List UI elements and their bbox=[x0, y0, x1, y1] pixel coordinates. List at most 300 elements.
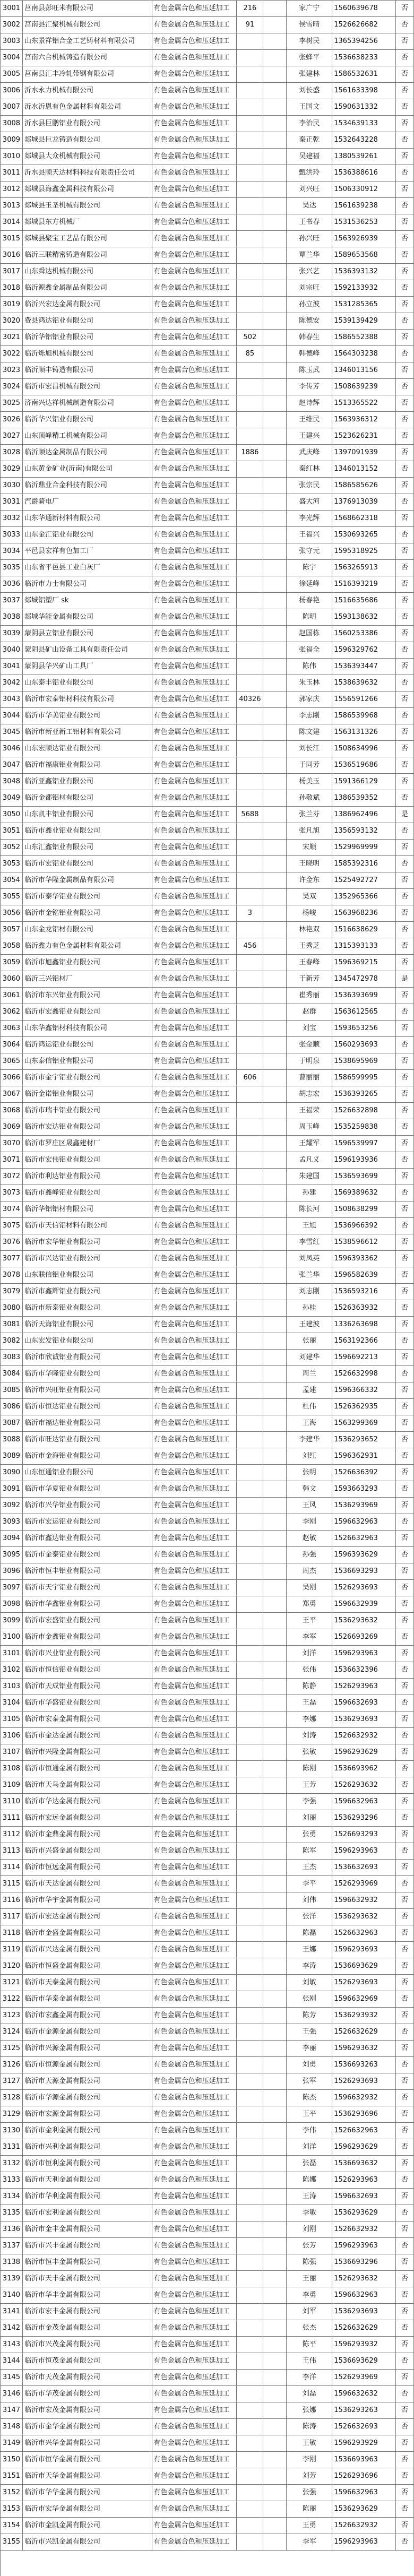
value-a: 502 bbox=[237, 330, 263, 345]
status: 否 bbox=[396, 1794, 414, 1810]
company-name: 临沂市恒远金属有限公司 bbox=[23, 1860, 152, 1875]
value-b bbox=[263, 988, 287, 1004]
value-b bbox=[263, 33, 287, 49]
row-number: 3008 bbox=[1, 116, 23, 132]
industry: 有色金属合色和压延加工 bbox=[152, 165, 237, 181]
contact-name: 吴达 bbox=[287, 198, 332, 214]
phone: 1596366332 bbox=[332, 1382, 396, 1398]
row-number: 3048 bbox=[1, 774, 23, 790]
table-row bbox=[1, 1728, 414, 1744]
contact-name: 刘建华 bbox=[287, 1350, 332, 1365]
value-b bbox=[263, 1333, 287, 1349]
value-b bbox=[263, 2205, 287, 2221]
value-a bbox=[237, 1958, 263, 1974]
status: 否 bbox=[396, 922, 414, 938]
phone: 1536293629 bbox=[332, 2205, 396, 2221]
phone: 1569389632 bbox=[332, 1185, 396, 1201]
phone: 1536693629 bbox=[332, 1958, 396, 1974]
row-number: 3151 bbox=[1, 2468, 23, 2484]
phone: 1596632932 bbox=[332, 2090, 396, 2106]
company-name: 临沂市恒利金属有限公司 bbox=[23, 2156, 152, 2172]
value-b bbox=[263, 2304, 287, 2320]
contact-name: 陈宇 bbox=[287, 560, 332, 576]
contact-name: 朱玉林 bbox=[287, 675, 332, 691]
row-number: 3060 bbox=[1, 971, 23, 987]
company-name: 临沂华铝铝业有限公司 bbox=[23, 330, 152, 345]
value-a bbox=[237, 609, 263, 625]
contact-name: 孙敬斌 bbox=[287, 790, 332, 806]
contact-name: 张凡旭 bbox=[287, 823, 332, 839]
company-name: 山东泰信铝业有限公司 bbox=[23, 1053, 152, 1069]
contact-name: 王平 bbox=[287, 2106, 332, 2122]
phone: 1586552388 bbox=[332, 330, 396, 345]
value-a bbox=[237, 856, 263, 872]
status: 否 bbox=[396, 99, 414, 115]
phone: 1586585626 bbox=[332, 478, 396, 494]
company-name: 临沂市宏华铝业有限公司 bbox=[23, 1234, 152, 1250]
value-a bbox=[237, 626, 263, 642]
industry: 有色金属合色和压延加工 bbox=[152, 840, 237, 855]
phone: 1596193936 bbox=[332, 1152, 396, 1168]
status: 否 bbox=[396, 2304, 414, 2320]
phone: 1526632898 bbox=[332, 1103, 396, 1119]
status: 否 bbox=[396, 840, 414, 855]
status: 否 bbox=[396, 494, 414, 510]
value-a bbox=[237, 1662, 263, 1678]
status: 否 bbox=[396, 757, 414, 773]
table-row bbox=[1, 2008, 414, 2024]
row-number: 3014 bbox=[1, 214, 23, 230]
company-name: 山东金龙铝材有限公司 bbox=[23, 922, 152, 938]
contact-name: 张兰芬 bbox=[287, 807, 332, 823]
company-name: 临沂市兴华铝业有限公司 bbox=[23, 1498, 152, 1514]
industry: 有色金属合色和压延加工 bbox=[152, 2106, 237, 2122]
table-row bbox=[1, 1563, 414, 1580]
table-row bbox=[1, 1646, 414, 1662]
table-row bbox=[1, 1613, 414, 1629]
table-row bbox=[1, 1662, 414, 1679]
phone: 1508638299 bbox=[332, 1201, 396, 1217]
value-b bbox=[263, 1613, 287, 1629]
industry: 有色金属合色和压延加工 bbox=[152, 2435, 237, 2451]
table-row bbox=[1, 1777, 414, 1794]
table-row bbox=[1, 83, 414, 99]
contact-name: 张芳 bbox=[287, 2238, 332, 2254]
industry: 有色金属合色和压延加工 bbox=[152, 2320, 237, 2336]
table-row bbox=[1, 2221, 414, 2238]
row-number: 3096 bbox=[1, 1563, 23, 1579]
company-name: 临沂市泰华铝业有限公司 bbox=[23, 889, 152, 905]
company-name: 临沂市宏源金属有限公司 bbox=[23, 2106, 152, 2122]
row-number: 3135 bbox=[1, 2205, 23, 2221]
row-number: 3119 bbox=[1, 1942, 23, 1958]
status: 否 bbox=[396, 1646, 414, 1662]
contact-name: 杨春艳 bbox=[287, 593, 332, 609]
table-row bbox=[1, 494, 414, 511]
industry: 有色金属合色和压延加工 bbox=[152, 181, 237, 197]
table-row bbox=[1, 741, 414, 757]
status: 否 bbox=[396, 2287, 414, 2303]
value-a bbox=[237, 1843, 263, 1859]
value-a bbox=[237, 412, 263, 428]
phone: 1560293693 bbox=[332, 1037, 396, 1053]
row-number: 3123 bbox=[1, 2008, 23, 2024]
phone: 1526693293 bbox=[332, 1827, 396, 1843]
table-row bbox=[1, 642, 414, 659]
value-b bbox=[263, 2287, 287, 2303]
value-a bbox=[237, 2205, 263, 2221]
company-name: 临沂市宏丰金属有限公司 bbox=[23, 2304, 152, 2320]
contact-name: 王书春 bbox=[287, 214, 332, 230]
value-b bbox=[263, 1810, 287, 1826]
industry: 有色金属合色和压延加工 bbox=[152, 757, 237, 773]
value-b bbox=[263, 1761, 287, 1777]
status: 否 bbox=[396, 1514, 414, 1530]
value-a bbox=[237, 1169, 263, 1185]
contact-name: 于新芳 bbox=[287, 971, 332, 987]
status: 否 bbox=[396, 774, 414, 790]
row-number: 3043 bbox=[1, 691, 23, 707]
row-number: 3027 bbox=[1, 428, 23, 444]
row-number: 3005 bbox=[1, 66, 23, 82]
value-a bbox=[237, 280, 263, 296]
status: 否 bbox=[396, 1399, 414, 1415]
table-row bbox=[1, 2452, 414, 2468]
contact-name: 李刚 bbox=[287, 1514, 332, 1530]
company-name: 郯城县聚宝工艺品有限公司 bbox=[23, 231, 152, 247]
table-row bbox=[1, 2238, 414, 2254]
phone: 1563926939 bbox=[332, 231, 396, 247]
value-a bbox=[237, 971, 263, 987]
value-b bbox=[263, 1958, 287, 1974]
table-row bbox=[1, 1465, 414, 1481]
value-a bbox=[237, 1876, 263, 1892]
phone: 1536693293 bbox=[332, 1563, 396, 1579]
phone: 1525492727 bbox=[332, 872, 396, 888]
industry: 有色金属合色和压延加工 bbox=[152, 2123, 237, 2139]
value-b bbox=[263, 2172, 287, 2188]
row-number: 3145 bbox=[1, 2370, 23, 2385]
status: 否 bbox=[396, 1004, 414, 1020]
industry: 有色金属合色和压延加工 bbox=[152, 1498, 237, 1514]
row-number: 3117 bbox=[1, 1909, 23, 1925]
row-number: 3081 bbox=[1, 1317, 23, 1333]
company-name: 山东黄金矿业(沂南)有限公司 bbox=[23, 461, 152, 477]
company-name: 费县鸿达铝业有限公司 bbox=[23, 313, 152, 329]
company-name: 临沂市金盛金属有限公司 bbox=[23, 1925, 152, 1941]
value-a bbox=[237, 790, 263, 806]
table-row bbox=[1, 2057, 414, 2073]
industry: 有色金属合色和压延加工 bbox=[152, 1, 237, 16]
value-b bbox=[263, 1580, 287, 1596]
company-name: 临沂市宏运铝业有限公司 bbox=[23, 1514, 152, 1530]
phone: 1536393699 bbox=[332, 988, 396, 1004]
status: 否 bbox=[396, 198, 414, 214]
row-number: 3085 bbox=[1, 1382, 23, 1398]
row-number: 3016 bbox=[1, 247, 23, 263]
industry: 有色金属合色和压延加工 bbox=[152, 2139, 237, 2155]
contact-name: 宋顺 bbox=[287, 840, 332, 855]
value-a bbox=[237, 1563, 263, 1579]
table-row bbox=[1, 1514, 414, 1531]
contact-name: 王娜 bbox=[287, 1942, 332, 1958]
contact-name: 刘丽 bbox=[287, 1810, 332, 1826]
status: 否 bbox=[396, 1185, 414, 1201]
phone: 1536293693 bbox=[332, 1711, 396, 1727]
status: 否 bbox=[396, 165, 414, 181]
phone: 1563299369 bbox=[332, 1415, 396, 1431]
phone: 1336263698 bbox=[332, 1317, 396, 1333]
value-b bbox=[263, 1744, 287, 1760]
table-row bbox=[1, 807, 414, 823]
company-name: 临沂市宏昌机械有限公司 bbox=[23, 379, 152, 395]
value-a bbox=[237, 33, 263, 49]
value-b bbox=[263, 642, 287, 658]
status: 否 bbox=[396, 2419, 414, 2435]
value-b bbox=[263, 1498, 287, 1514]
contact-name: 张杰 bbox=[287, 2320, 332, 2336]
company-name: 临沂市天茂金属有限公司 bbox=[23, 2370, 152, 2385]
status: 否 bbox=[396, 1053, 414, 1069]
table-row bbox=[1, 50, 414, 66]
status: 否 bbox=[396, 2156, 414, 2172]
contact-name: 李建华 bbox=[287, 1432, 332, 1448]
industry: 有色金属合色和压延加工 bbox=[152, 2370, 237, 2385]
industry: 有色金属合色和压延加工 bbox=[152, 1070, 237, 1086]
contact-name: 张蜂平 bbox=[287, 50, 332, 66]
table-row bbox=[1, 412, 414, 428]
table-row bbox=[1, 823, 414, 840]
status: 否 bbox=[396, 297, 414, 313]
table-row bbox=[1, 1909, 414, 1925]
company-name: 临沂鼎业合金科技有限公司 bbox=[23, 478, 152, 494]
status: 否 bbox=[396, 1152, 414, 1168]
phone: 1536693263 bbox=[332, 2057, 396, 2073]
phone: 1593663293 bbox=[332, 1481, 396, 1497]
phone: 1592133932 bbox=[332, 280, 396, 296]
value-a bbox=[237, 2106, 263, 2122]
value-b bbox=[263, 1728, 287, 1744]
company-name: 临沂市东兴铝业有限公司 bbox=[23, 988, 152, 1004]
value-b bbox=[263, 511, 287, 526]
industry: 有色金属合色和压延加工 bbox=[152, 872, 237, 888]
phone: 1561633398 bbox=[332, 83, 396, 99]
table-row bbox=[1, 2189, 414, 2205]
company-name: 临沂市福达铝业有限公司 bbox=[23, 1415, 152, 1431]
contact-name: 杨峻 bbox=[287, 905, 332, 921]
row-number: 3015 bbox=[1, 231, 23, 247]
value-a bbox=[237, 1596, 263, 1612]
industry: 有色金属合色和压延加工 bbox=[152, 1251, 237, 1267]
industry: 有色金属合色和压延加工 bbox=[152, 1350, 237, 1365]
row-number: 3102 bbox=[1, 1662, 23, 1678]
table-row bbox=[1, 1169, 414, 1185]
company-name: 临沂市福康铝业有限公司 bbox=[23, 757, 152, 773]
status: 否 bbox=[396, 724, 414, 740]
value-a bbox=[237, 1514, 263, 1530]
table-row bbox=[1, 1925, 414, 1942]
value-a bbox=[237, 1728, 263, 1744]
industry: 有色金属合色和压延加工 bbox=[152, 1827, 237, 1843]
industry: 有色金属合色和压延加工 bbox=[152, 659, 237, 675]
value-a bbox=[237, 99, 263, 115]
row-number: 3091 bbox=[1, 1481, 23, 1497]
value-a bbox=[237, 1991, 263, 2007]
value-a bbox=[237, 1086, 263, 1102]
contact-name: 赵诗辉 bbox=[287, 395, 332, 411]
table-row bbox=[1, 2123, 414, 2139]
industry: 有色金属合色和压延加工 bbox=[152, 116, 237, 132]
value-b bbox=[263, 1086, 287, 1102]
value-b bbox=[263, 1399, 287, 1415]
status: 否 bbox=[396, 1909, 414, 1925]
table-row bbox=[1, 1679, 414, 1695]
contact-name: 陈军 bbox=[287, 1843, 332, 1859]
company-name: 临沂市华泰金属有限公司 bbox=[23, 1991, 152, 2007]
industry: 有色金属合色和压延加工 bbox=[152, 971, 237, 987]
table-row bbox=[1, 2106, 414, 2123]
company-name: 山东金汇铝业有限公司 bbox=[23, 527, 152, 543]
contact-name: 赵敏 bbox=[287, 1531, 332, 1546]
row-number: 3021 bbox=[1, 330, 23, 345]
industry: 有色金属合色和压延加工 bbox=[152, 2468, 237, 2484]
status: 否 bbox=[396, 50, 414, 66]
status: 否 bbox=[396, 2041, 414, 2056]
industry: 有色金属合色和压延加工 bbox=[152, 1777, 237, 1793]
contact-name: 家广宁 bbox=[287, 1, 332, 16]
phone: 1596293632 bbox=[332, 2041, 396, 2056]
row-number: 3094 bbox=[1, 1531, 23, 1546]
company-name: 临沂天海铝业有限公司 bbox=[23, 1317, 152, 1333]
industry: 有色金属合色和压延加工 bbox=[152, 955, 237, 971]
value-a bbox=[237, 922, 263, 938]
status: 否 bbox=[396, 1991, 414, 2007]
row-number: 3140 bbox=[1, 2287, 23, 2303]
value-b bbox=[263, 1646, 287, 1662]
value-a bbox=[237, 543, 263, 559]
company-name: 临沂市瑞丰铝业有限公司 bbox=[23, 1103, 152, 1119]
row-number: 3110 bbox=[1, 1794, 23, 1810]
industry: 有色金属合色和压延加工 bbox=[152, 1103, 237, 1119]
table-row bbox=[1, 527, 414, 543]
value-a bbox=[237, 2008, 263, 2024]
phone: 1596393362 bbox=[332, 1251, 396, 1267]
table-row bbox=[1, 1300, 414, 1317]
row-number: 3003 bbox=[1, 33, 23, 49]
row-number: 3079 bbox=[1, 1284, 23, 1300]
row-number: 3082 bbox=[1, 1333, 23, 1349]
value-b bbox=[263, 1827, 287, 1843]
value-b bbox=[263, 675, 287, 691]
table-row bbox=[1, 1942, 414, 1958]
table-row bbox=[1, 1827, 414, 1843]
row-number: 3138 bbox=[1, 2254, 23, 2270]
industry: 有色金属合色和压延加工 bbox=[152, 99, 237, 115]
row-number: 3095 bbox=[1, 1547, 23, 1563]
row-number: 3047 bbox=[1, 757, 23, 773]
status: 否 bbox=[396, 116, 414, 132]
value-b bbox=[263, 1563, 287, 1579]
value-b bbox=[263, 198, 287, 214]
company-name: 临沂市鑫达铝业有限公司 bbox=[23, 1531, 152, 1546]
contact-name: 王福兴 bbox=[287, 527, 332, 543]
company-name: 郯城县大众机械有限公司 bbox=[23, 149, 152, 165]
contact-name: 孟建 bbox=[287, 1382, 332, 1398]
contact-name: 张宗民 bbox=[287, 478, 332, 494]
company-name: 山东华通新材料有限公司 bbox=[23, 511, 152, 526]
table-row bbox=[1, 1136, 414, 1152]
value-a bbox=[237, 1284, 263, 1300]
industry: 有色金属合色和压延加工 bbox=[152, 626, 237, 642]
company-name: 临沂市罗庄区晟鑫建材厂 bbox=[23, 1136, 152, 1152]
row-number: 3093 bbox=[1, 1514, 23, 1530]
industry: 有色金属合色和压延加工 bbox=[152, 2353, 237, 2369]
contact-name: 张兰华 bbox=[287, 1267, 332, 1283]
phone: 1536293629 bbox=[332, 2501, 396, 2517]
phone: 1534639133 bbox=[332, 116, 396, 132]
row-number: 3061 bbox=[1, 988, 23, 1004]
value-b bbox=[263, 50, 287, 66]
table-row bbox=[1, 2024, 414, 2041]
row-number: 3105 bbox=[1, 1711, 23, 1727]
row-number: 3090 bbox=[1, 1465, 23, 1481]
value-b bbox=[263, 494, 287, 510]
industry: 有色金属合色和压延加工 bbox=[152, 17, 237, 33]
value-a bbox=[237, 2221, 263, 2237]
status: 否 bbox=[396, 1300, 414, 1316]
row-number: 3128 bbox=[1, 2090, 23, 2106]
industry: 有色金属合色和压延加工 bbox=[152, 905, 237, 921]
value-b bbox=[263, 971, 287, 987]
value-a bbox=[237, 264, 263, 280]
contact-name: 陈芳 bbox=[287, 2008, 332, 2024]
company-name: 山东汇鑫铝业有限公司 bbox=[23, 840, 152, 855]
value-a bbox=[237, 1218, 263, 1234]
contact-name: 吴建福 bbox=[287, 149, 332, 165]
row-number: 3152 bbox=[1, 2485, 23, 2501]
phone: 1536693629 bbox=[332, 2353, 396, 2369]
contact-name: 刘宗旺 bbox=[287, 280, 332, 296]
industry: 有色金属合色和压延加工 bbox=[152, 1021, 237, 1036]
contact-name: 赵群 bbox=[287, 1004, 332, 1020]
value-b bbox=[263, 412, 287, 428]
company-name: 临沂市华隆金属制品有限公司 bbox=[23, 872, 152, 888]
row-number: 3051 bbox=[1, 823, 23, 839]
value-b bbox=[263, 1629, 287, 1645]
row-number: 3075 bbox=[1, 1218, 23, 1234]
contact-name: 刘敏 bbox=[287, 1975, 332, 1991]
industry: 有色金属合色和压延加工 bbox=[152, 1086, 237, 1102]
industry: 有色金属合色和压延加工 bbox=[152, 675, 237, 691]
contact-name: 王建兴 bbox=[287, 428, 332, 444]
industry: 有色金属合色和压延加工 bbox=[152, 1415, 237, 1431]
phone: 1563192366 bbox=[332, 1333, 396, 1349]
phone: 1563265913 bbox=[332, 560, 396, 576]
contact-name: 陈长河 bbox=[287, 1201, 332, 1217]
industry: 有色金属合色和压延加工 bbox=[152, 1531, 237, 1546]
company-name: 临沂市金铭铝业有限公司 bbox=[23, 905, 152, 921]
row-number: 3133 bbox=[1, 2172, 23, 2188]
value-b bbox=[263, 330, 287, 345]
contact-name: 李强 bbox=[287, 1794, 332, 1810]
status: 否 bbox=[396, 938, 414, 954]
value-b bbox=[263, 1695, 287, 1711]
row-number: 3084 bbox=[1, 1366, 23, 1382]
contact-name: 周杰 bbox=[287, 1563, 332, 1579]
contact-name: 张福全 bbox=[287, 642, 332, 658]
value-a bbox=[237, 1695, 263, 1711]
value-a bbox=[237, 231, 263, 247]
